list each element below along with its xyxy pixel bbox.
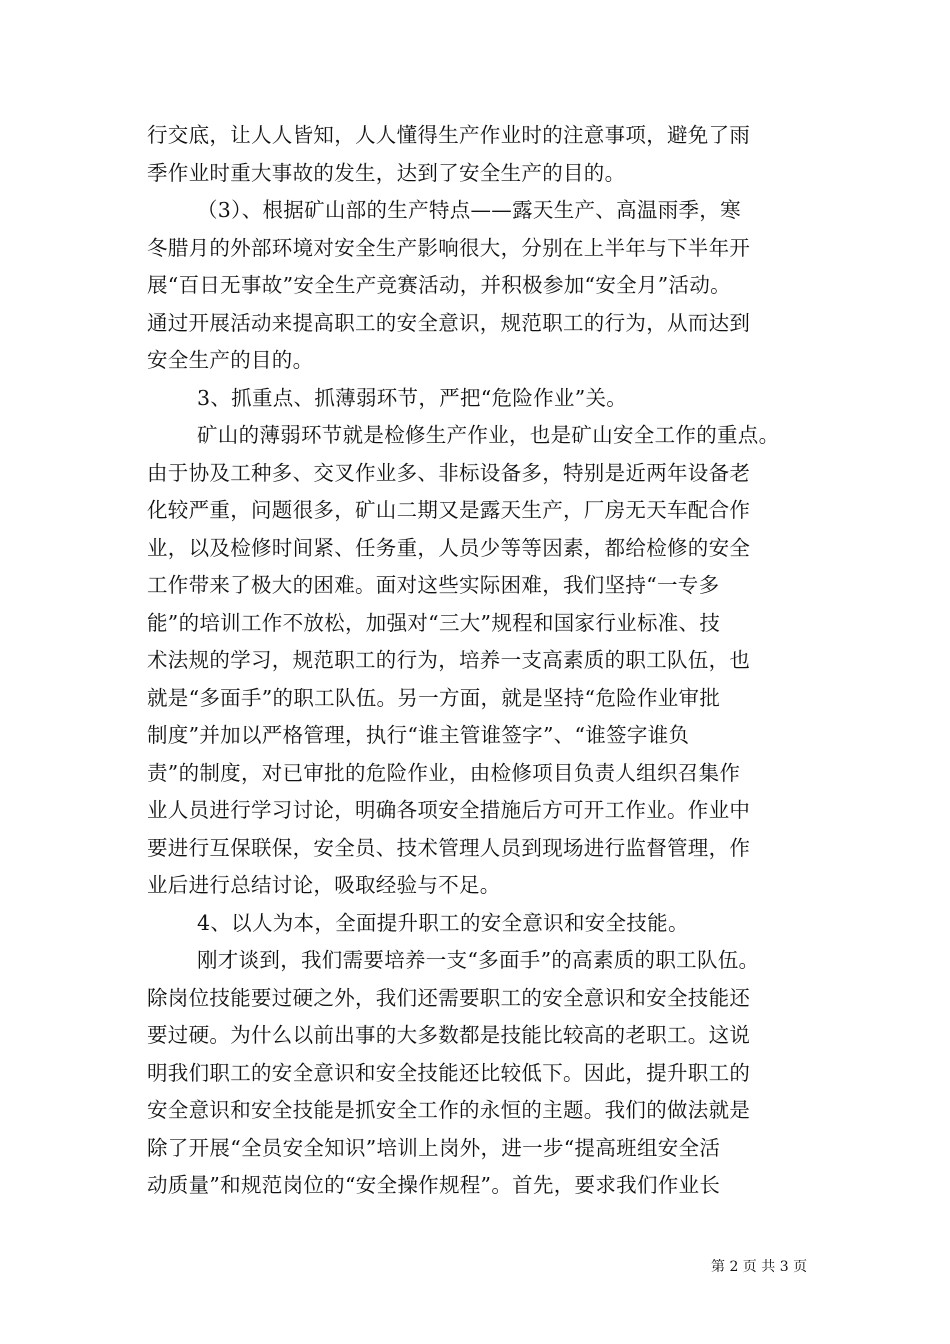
text-line-15: 术法规的学习，规范职工的行为，培养一支高素质的职工队伍，也 xyxy=(147,648,751,672)
text-line-21: 业后进行总结讨论，吸取经验与不足。 xyxy=(147,873,501,897)
page-number-footer: 第 2 页 共 3 页 xyxy=(711,1259,808,1275)
text-line-10: 由于协及工种多、交叉作业多、非标设备多，特别是近两年设备老 xyxy=(147,461,751,485)
text-line-25: 要过硬。为什么以前出事的大多数都是技能比较高的老职工。这说 xyxy=(147,1023,751,1047)
text-line-19: 业人员进行学习讨论，明确各项安全措施后方可开工作业。作业中 xyxy=(147,798,751,822)
text-line-9: 矿山的薄弱环节就是检修生产作业，也是矿山安全工作的重点。 xyxy=(197,423,780,447)
text-line-11: 化较严重，问题很多，矿山二期又是露天生产，厂房无天车配合作 xyxy=(147,498,751,522)
text-line-5: 展“百日无事故”安全生产竞赛活动，并积极参加“安全月”活动。 xyxy=(147,273,731,297)
text-line-29: 动质量”和规范岗位的“安全操作规程”。首先，要求我们作业长 xyxy=(147,1173,721,1197)
text-line-12: 业，以及检修时间紧、任务重，人员少等等因素，都给检修的安全 xyxy=(147,536,751,560)
text-line-18: 责”的制度，对已审批的危险作业，由检修项目负责人组织召集作 xyxy=(147,761,741,785)
text-line-20: 要进行互保联保，安全员、技术管理人员到现场进行监督管理，作 xyxy=(147,836,751,860)
text-line-2: 季作业时重大事故的发生，达到了安全生产的目的。 xyxy=(147,161,626,185)
text-line-26: 明我们职工的安全意识和安全技能还比较低下。因此，提升职工的 xyxy=(147,1061,751,1085)
text-line-28: 除了开展“全员安全知识”培训上岗外，进一步“提高班组安全活 xyxy=(147,1136,721,1160)
text-line-3: （3）、根据矿山部的生产特点——露天生产、高温雨季，寒 xyxy=(197,198,741,222)
section-heading-3: 3、抓重点、抓薄弱环节，严把“危险作业”关。 xyxy=(197,386,628,410)
text-line-27: 安全意识和安全技能是抓安全工作的永恒的主题。我们的做法就是 xyxy=(147,1098,751,1122)
text-line-14: 能”的培训工作不放松，加强对“三大”规程和国家行业标准、技 xyxy=(147,611,721,635)
text-line-6: 通过开展活动来提高职工的安全意识，规范职工的行为，从而达到 xyxy=(147,311,751,335)
text-line-16: 就是“多面手”的职工队伍。另一方面，就是坚持“危险作业审批 xyxy=(147,686,721,710)
text-line-1: 行交底，让人人皆知，人人懂得生产作业时的注意事项，避免了雨 xyxy=(147,123,751,147)
text-line-4: 冬腊月的外部环境对安全生产影响很大，分别在上半年与下半年开 xyxy=(147,236,751,260)
text-line-24: 除岗位技能要过硬之外，我们还需要职工的安全意识和安全技能还 xyxy=(147,986,751,1010)
text-line-17: 制度”并加以严格管理，执行“谁主管谁签字”、“谁签字谁负 xyxy=(147,723,690,747)
section-heading-4: 4、以人为本，全面提升职工的安全意识和安全技能。 xyxy=(197,911,689,935)
text-line-23: 刚才谈到，我们需要培养一支“多面手”的高素质的职工队伍。 xyxy=(197,948,760,972)
text-line-13: 工作带来了极大的困难。面对这些实际困难，我们坚持“一专多 xyxy=(147,573,720,597)
text-line-7: 安全生产的目的。 xyxy=(147,348,314,372)
